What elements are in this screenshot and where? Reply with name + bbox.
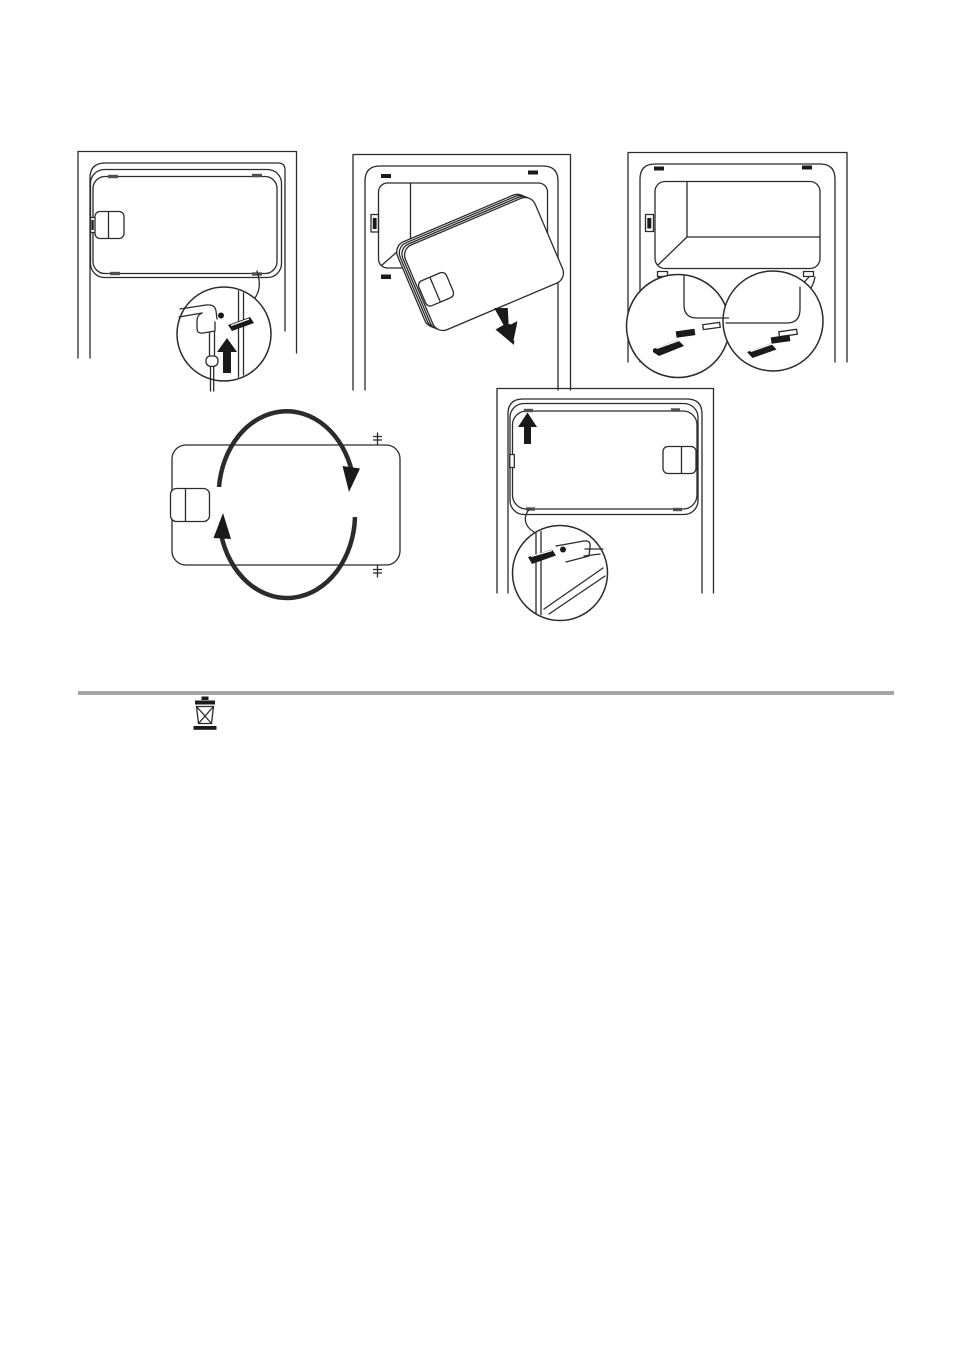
magnifier-callout-circle-right — [723, 271, 823, 371]
section-divider — [78, 691, 894, 695]
figure-step-3 — [627, 153, 848, 378]
tilted-door-panel — [393, 189, 567, 337]
pin-icon-bottom — [374, 565, 382, 577]
door-handle — [171, 489, 210, 522]
door-handle — [95, 212, 124, 239]
figure-step-4 — [171, 411, 401, 598]
compartment-opening — [655, 182, 820, 269]
weee-crossed-bin-icon — [194, 697, 217, 730]
figure-step-2 — [353, 155, 571, 391]
door-handle — [663, 447, 696, 474]
figure-step-5 — [497, 389, 714, 621]
figure-step-1 — [78, 152, 297, 392]
pin-icon-top — [374, 433, 382, 445]
